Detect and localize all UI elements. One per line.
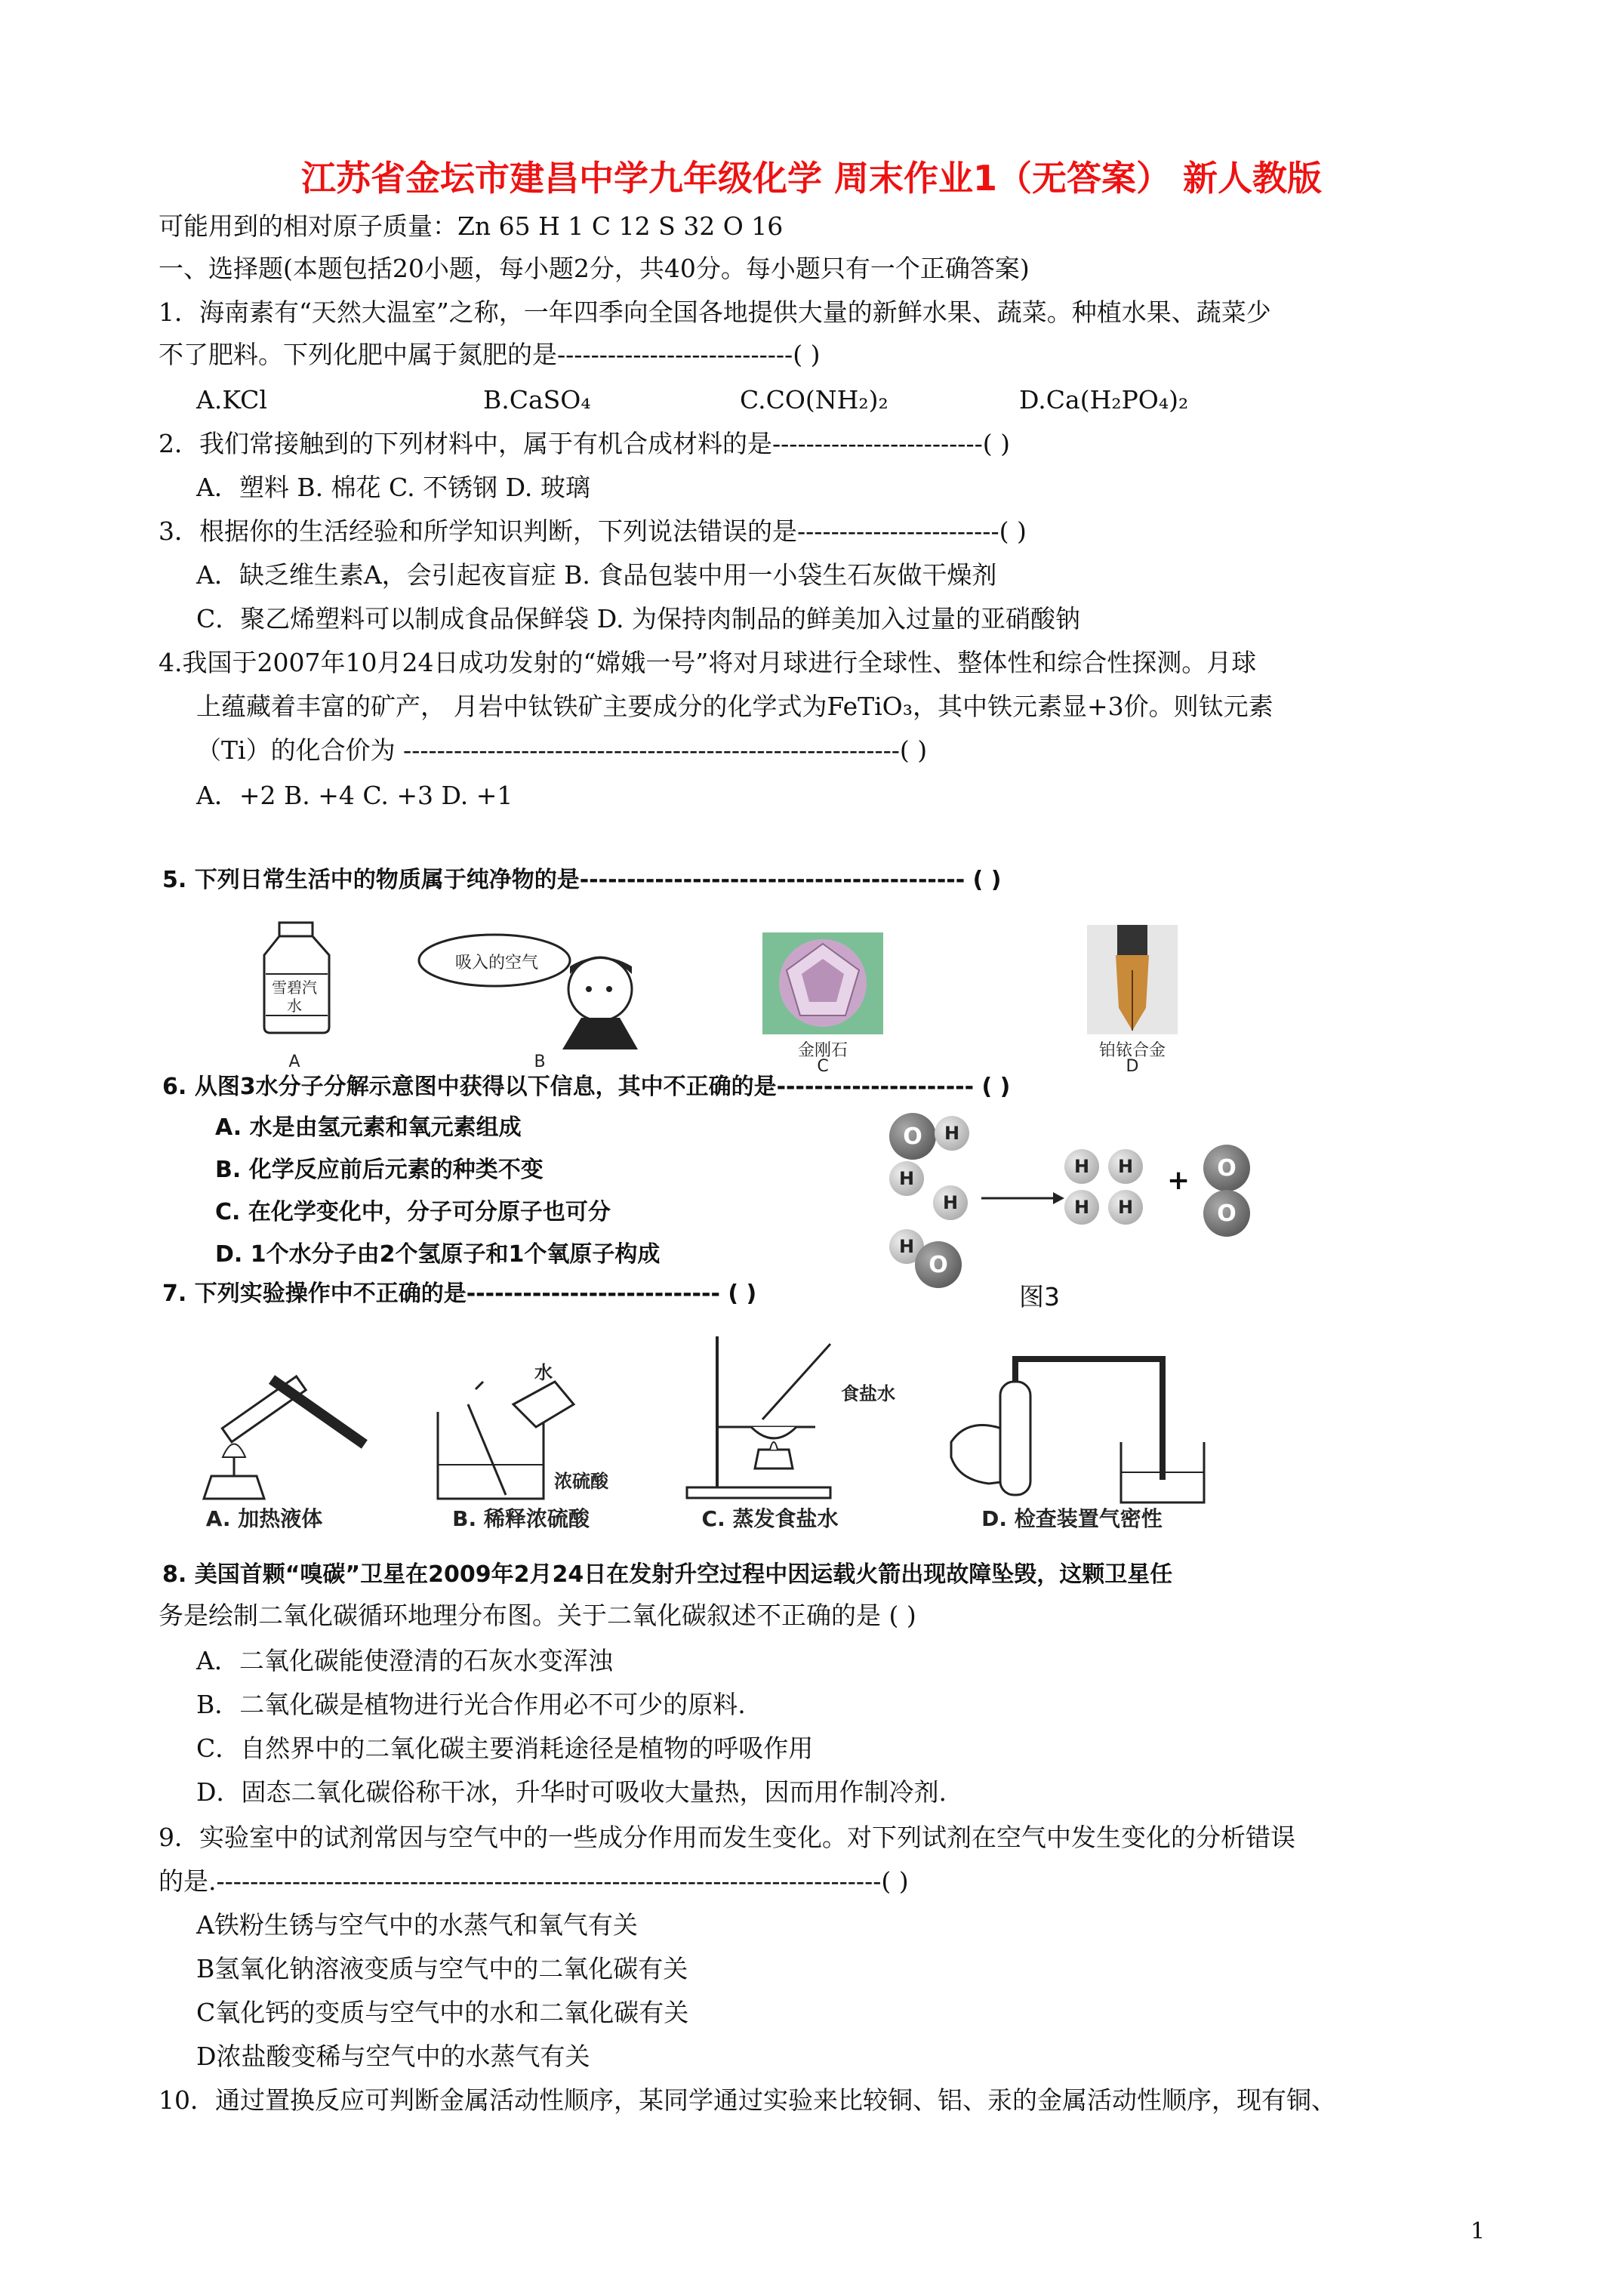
q8-option-d: D．固态二氧化碳俗称干冰，升华时可吸收大量热，因而用作制冷剂.	[196, 1777, 947, 1807]
q6-stem: 6. 从图3水分子分解示意图中获得以下信息，其中不正确的是--------------------- ( )	[162, 1074, 1011, 1100]
q5-bottle-label: 雪碧汽水	[272, 978, 317, 1015]
figure-3-label: 图3	[1019, 1282, 1060, 1311]
q1-option-a: A.KCl	[196, 385, 267, 415]
q3-options-cd: C．聚乙烯塑料可以制成食品保鲜袋 D. 为保持肉制品的鲜美加入过量的亚硝酸钠	[196, 604, 1081, 633]
q5-caption-d-letter: D	[1126, 1057, 1139, 1076]
q5-diamond-image	[762, 932, 883, 1034]
q1-line2: 不了肥料。下列化肥中属于氮肥的是----------------------------( )	[159, 340, 821, 369]
q5-pen-nib-image	[1087, 925, 1178, 1034]
atom-oxygen: O	[915, 1241, 962, 1288]
q8-line1: 8. 美国首颗“嗅碳”卫星在2009年2月24日在发射升空过程中因运载火箭出现故障坠毁，这颗卫星任	[162, 1561, 1173, 1588]
q8-option-c: C．自然界中的二氧化碳主要消耗途径是植物的呼吸作用	[196, 1734, 814, 1763]
document-title: 江苏省金坛市建昌中学九年级化学 周末作业1（无答案） 新人教版	[300, 158, 1323, 199]
q7-caption-d: D. 检查装置气密性	[981, 1506, 1163, 1531]
q1-line1: 1．海南素有“天然大温室”之称，一年四季向全国各地提供大量的新鲜水果、蔬菜。种植水果、蔬菜少	[159, 297, 1271, 327]
atom-hydrogen: H	[1064, 1190, 1099, 1225]
q7-evaporate-image	[679, 1336, 868, 1502]
atom-hydrogen: H	[1108, 1190, 1143, 1225]
q7-label-acid: 浓硫酸	[554, 1471, 608, 1492]
atom-hydrogen: H	[935, 1116, 969, 1151]
q5-bottle-image	[249, 921, 347, 1034]
q9-line2: 的是.-------------------------------------------------------------------------------( )	[159, 1866, 909, 1896]
q1-option-b: B.CaSO₄	[483, 385, 591, 415]
q8-option-b: B．二氧化碳是植物进行光合作用必不可少的原料.	[196, 1690, 746, 1719]
atom-hydrogen: H	[1064, 1149, 1099, 1184]
q2-options: A．塑料 B. 棉花 C. 不锈钢 D. 玻璃	[196, 473, 590, 502]
atomic-mass-line: 可能用到的相对原子质量：Zn 65 H 1 C 12 S 32 O 16	[159, 211, 784, 241]
atom-oxygen: O	[1203, 1190, 1250, 1237]
q1-option-c: C.CO(NH₂)₂	[740, 385, 888, 415]
q5-caption-a: A	[288, 1052, 300, 1071]
q4-options: A．+2 B. +4 C. +3 D. +1	[196, 781, 513, 810]
section-heading: 一、选择题(本题包括20小题，每小题2分，共40分。每小题只有一个正确答案)	[159, 254, 1030, 283]
q7-airtight-check-image	[936, 1351, 1223, 1510]
q5-caption-c-letter: C	[817, 1057, 829, 1076]
q9-option-d: D浓盐酸变稀与空气中的水蒸气有关	[196, 2042, 590, 2071]
q7-label-salt-water: 食盐水	[841, 1383, 895, 1404]
reaction-arrow	[981, 1187, 1064, 1210]
q9-line1: 9．实验室中的试剂常因与空气中的一些成分作用而发生变化。对下列试剂在空气中发生变化的分析错误	[159, 1823, 1295, 1852]
q9-option-a: A铁粉生锈与空气中的水蒸气和氧气有关	[196, 1910, 638, 1940]
q1-option-d: D.Ca(H₂PO₄)₂	[1019, 385, 1189, 415]
q5-caption-d: 铂铱合金	[1098, 1041, 1166, 1060]
page-number: 1	[1471, 2218, 1486, 2245]
atom-hydrogen: H	[1108, 1149, 1143, 1184]
q5-boy-image	[411, 929, 638, 1049]
q6-option-c: C. 在化学变化中，分子可分原子也可分	[215, 1199, 611, 1225]
q4-line2: 上蕴藏着丰富的矿产， 月岩中钛铁矿主要成分的化学式为FeTiO₃，其中铁元素显+3价。则钛元素	[196, 692, 1273, 721]
q7-heating-liquid-image	[181, 1344, 385, 1502]
atom-oxygen: O	[1203, 1145, 1250, 1191]
q9-option-c: C氧化钙的变质与空气中的水和二氧化碳有关	[196, 1998, 689, 2027]
atom-hydrogen: H	[889, 1229, 924, 1264]
q5-caption-c: 金刚石	[797, 1041, 848, 1060]
q6-option-b: B. 化学反应前后元素的种类不变	[215, 1157, 544, 1183]
q9-option-b: B氢氧化钠溶液变质与空气中的二氧化碳有关	[196, 1954, 688, 1983]
q5-stem: 5. 下列日常生活中的物质属于纯净物的是----------------------------------------- ( )	[162, 867, 1002, 893]
atom-oxygen: O	[889, 1113, 936, 1160]
q7-label-water: 水	[534, 1362, 553, 1383]
atom-hydrogen: H	[933, 1185, 968, 1220]
q4-line3: （Ti）的化合价为 -----------------------------------------------------------( )	[196, 735, 928, 765]
atom-hydrogen: H	[889, 1161, 924, 1196]
plus-sign: +	[1167, 1165, 1190, 1196]
q5-speech-bubble-text: 吸入的空气	[454, 954, 538, 972]
q3-options-ab: A．缺乏维生素A，会引起夜盲症 B. 食品包装中用一小袋生石灰做干燥剂	[196, 560, 997, 590]
q3-stem: 3．根据你的生活经验和所学知识判断，下列说法错误的是------------------------( )	[159, 516, 1027, 546]
q8-line2: 务是绘制二氧化碳循环地理分布图。关于二氧化碳叙述不正确的是 ( )	[159, 1601, 916, 1630]
q8-option-a: A．二氧化碳能使澄清的石灰水变浑浊	[196, 1646, 613, 1675]
q6-option-a: A. 水是由氢元素和氧元素组成	[215, 1114, 522, 1141]
q7-stem: 7. 下列实验操作中不正确的是--------------------------- ( )	[162, 1281, 757, 1307]
q6-option-d: D. 1个水分子由2个氢原子和1个氧原子构成	[215, 1241, 661, 1268]
q7-caption-a: A. 加热液体	[205, 1506, 323, 1531]
q2-stem: 2．我们常接触到的下列材料中，属于有机合成材料的是-------------------------( )	[159, 429, 1010, 458]
q10-line1: 10．通过置换反应可判断金属活动性顺序，某同学通过实验来比较铜、铝、汞的金属活动性顺序，现有铜、	[159, 2085, 1336, 2115]
q7-caption-c: C. 蒸发食盐水	[701, 1506, 839, 1531]
q5-caption-b: B	[534, 1052, 546, 1071]
q4-line1: 4.我国于2007年10月24日成功发射的“嫦娥一号”将对月球进行全球性、整体性和综合性探测。月球	[159, 648, 1257, 677]
q7-caption-b: B. 稀释浓硫酸	[452, 1506, 590, 1531]
